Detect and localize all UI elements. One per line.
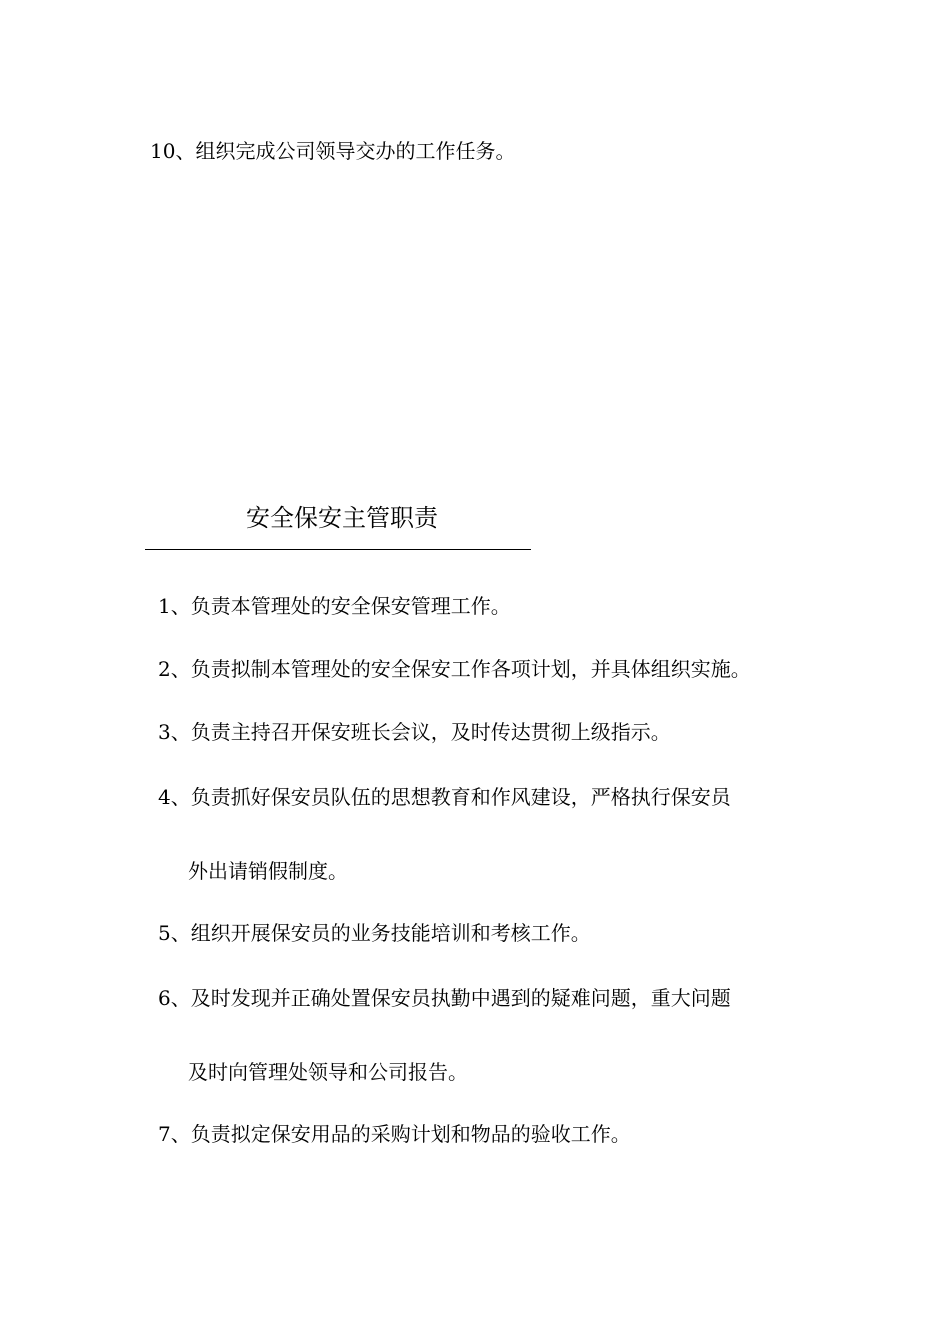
list-item-6: 6、及时发现并正确处置保安员执勤中遇到的疑难问题，重大问题 — [158, 986, 731, 1010]
list-item-2: 2、负责拟制本管理处的安全保安工作各项计划，并具体组织实施。 — [158, 657, 751, 681]
title-divider — [145, 549, 531, 550]
section-title: 安全保安主管职责 — [246, 504, 438, 532]
list-item-3: 3、负责主持召开保安班长会议，及时传达贯彻上级指示。 — [158, 720, 671, 744]
list-item-6-continued: 及时向管理处领导和公司报告。 — [188, 1060, 468, 1084]
list-item-4: 4、负责抓好保安员队伍的思想教育和作风建设，严格执行保安员 — [158, 785, 731, 809]
list-item-7: 7、负责拟定保安用品的采购计划和物品的验收工作。 — [158, 1122, 631, 1146]
list-item-1: 1、负责本管理处的安全保安管理工作。 — [158, 594, 511, 618]
list-item-4-continued: 外出请销假制度。 — [188, 859, 348, 883]
list-item-10: 10、组织完成公司领导交办的工作任务。 — [150, 139, 516, 163]
list-item-5: 5、组织开展保安员的业务技能培训和考核工作。 — [158, 921, 591, 945]
